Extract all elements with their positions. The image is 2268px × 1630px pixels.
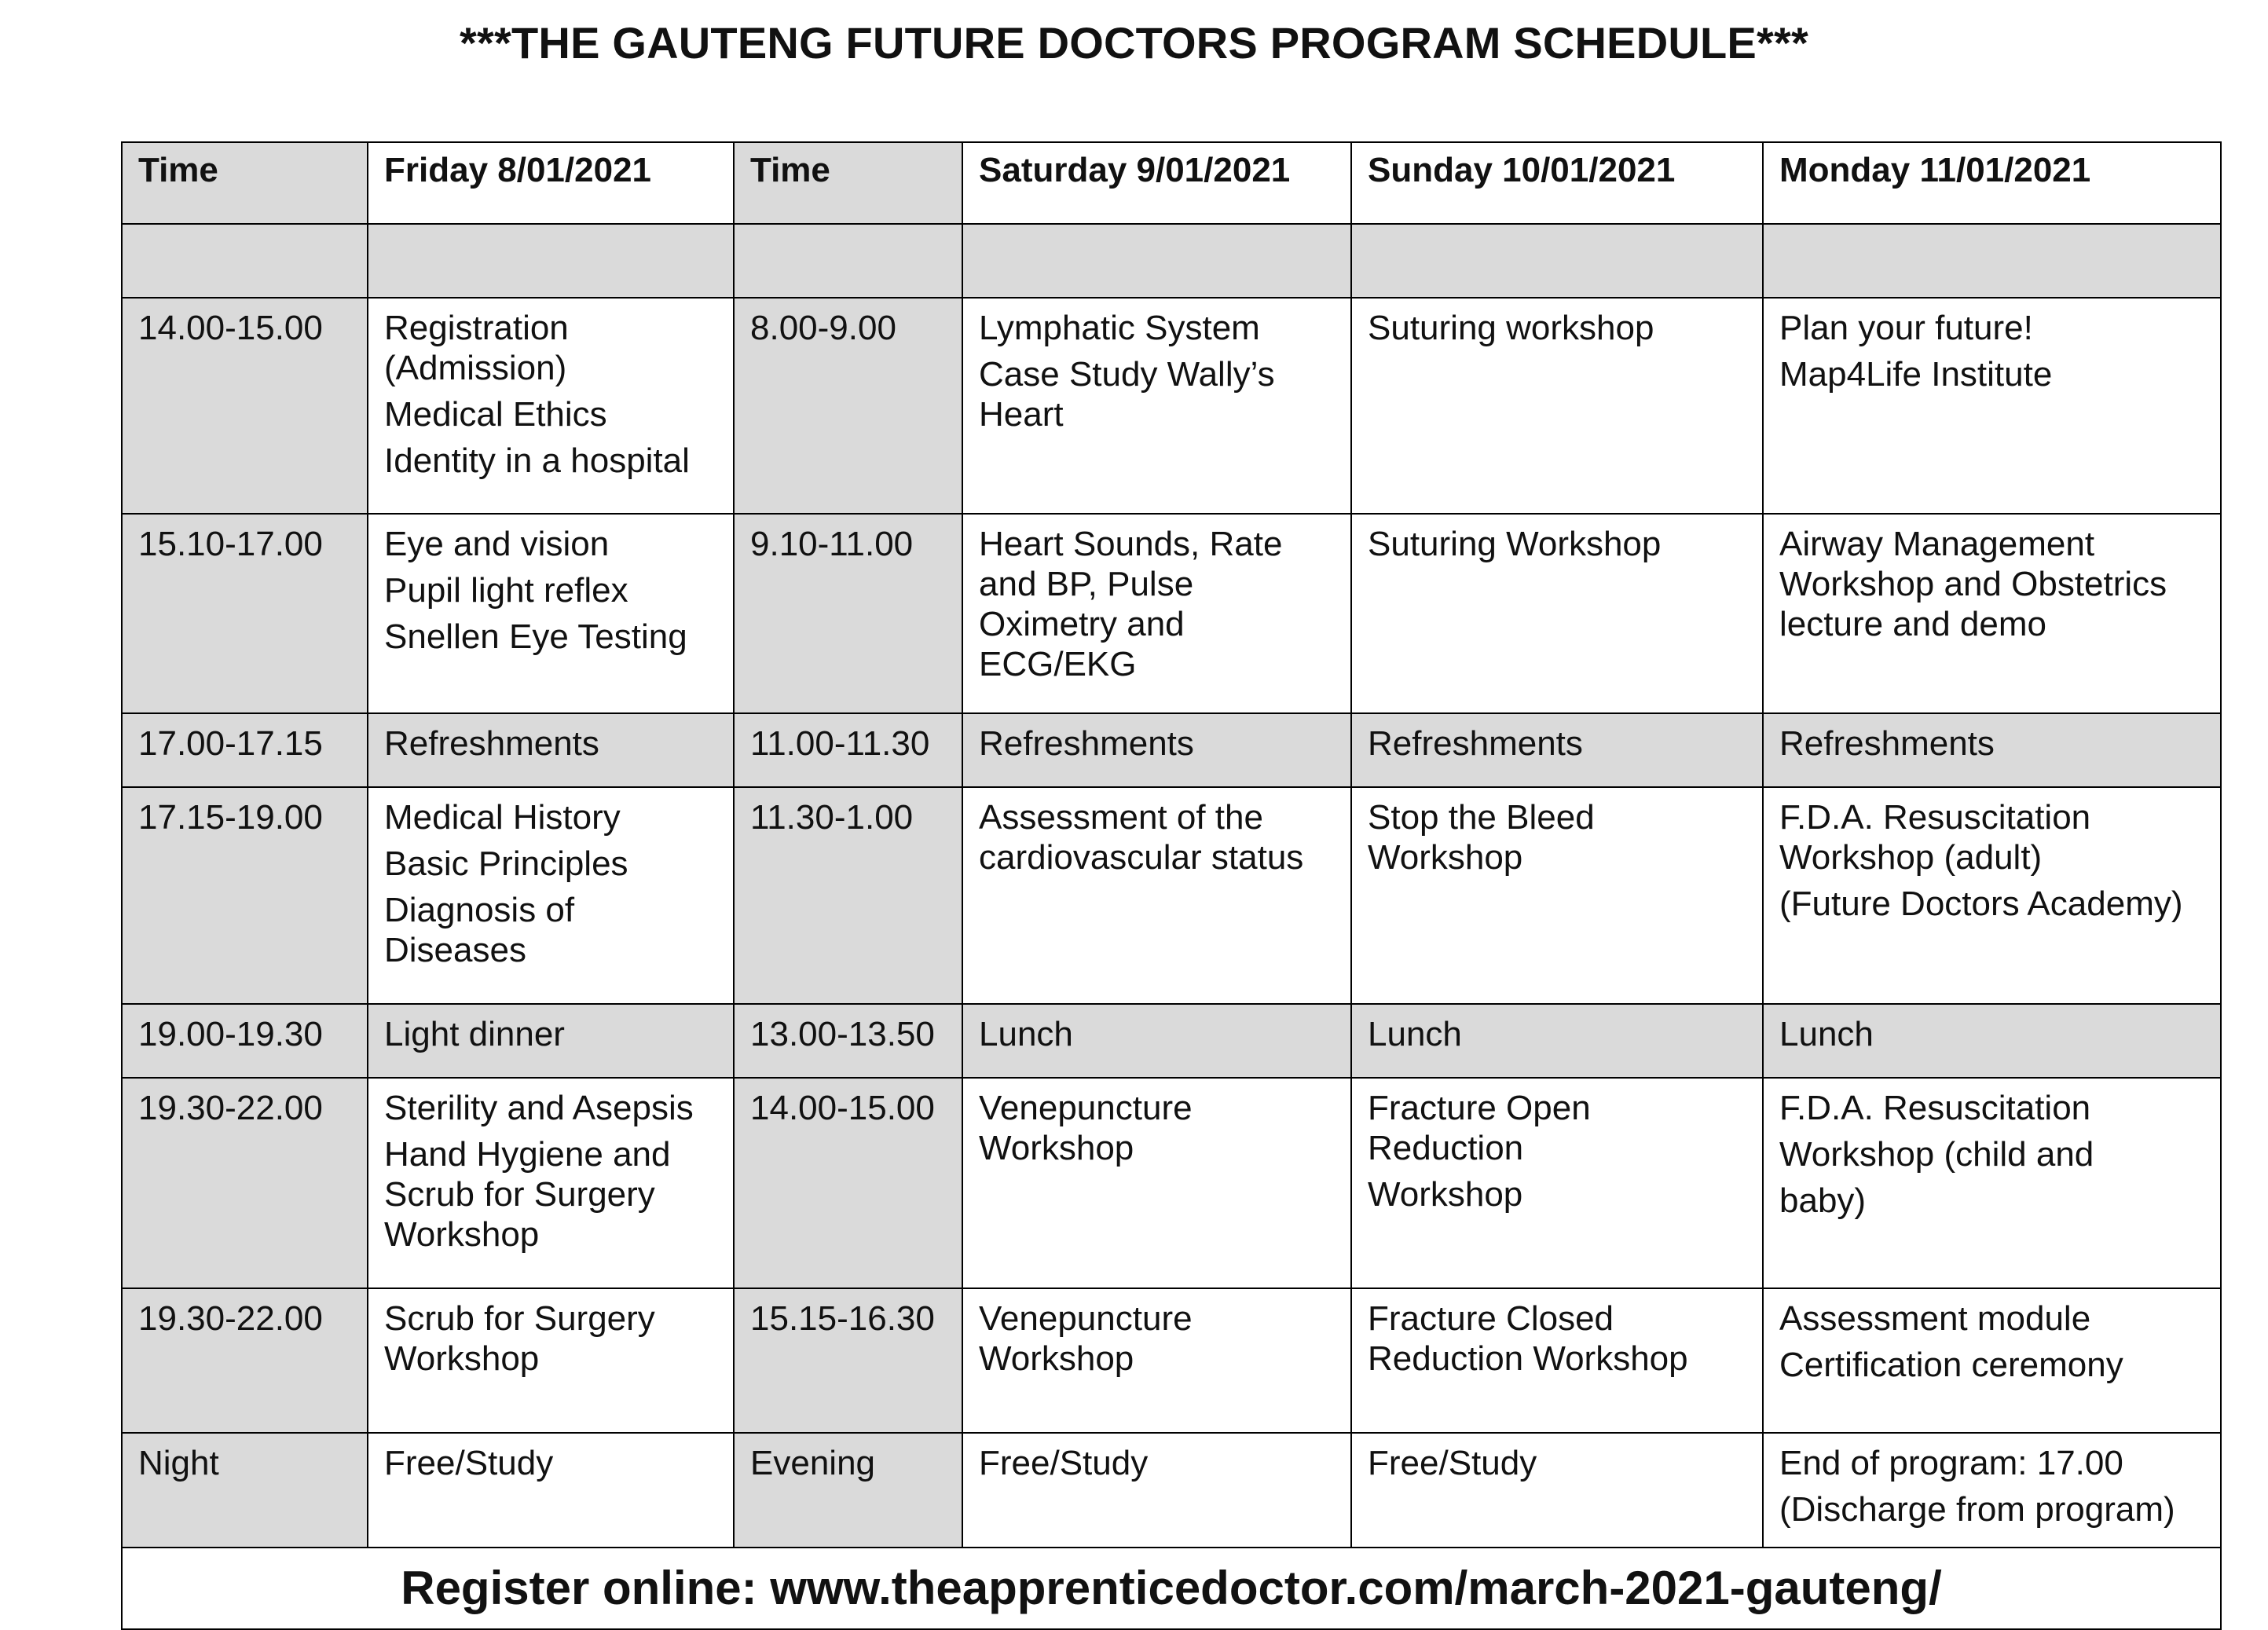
- header-row: [122, 142, 2221, 224]
- header-monday: Monday 11/01/2021: [1763, 142, 2221, 224]
- blank-cell: [1763, 224, 2221, 298]
- friday-cell: [368, 1288, 734, 1433]
- time-cell: 17.15-19.00: [122, 787, 368, 1004]
- sunday-cell: [1351, 787, 1763, 1004]
- table-row: [122, 1433, 2221, 1548]
- cell-text: Venepuncture Workshop: [979, 1299, 1193, 1379]
- cell-text: Hand Hygiene and Scrub for Surgery Workshop: [384, 1135, 671, 1255]
- page-title: ***THE GAUTENG FUTURE DOCTORS PROGRAM SCHEDULE***: [460, 18, 1808, 68]
- cell-text: Certification ceremony: [1779, 1346, 2123, 1385]
- cell-text: Eye and vision: [384, 525, 610, 563]
- cell-text: Lymphatic System: [979, 309, 1260, 347]
- cell-text: Lunch: [1368, 1015, 1462, 1053]
- cell-text: Diagnosis of Diseases: [384, 891, 575, 970]
- cell-text: Map4Life Institute: [1779, 355, 2053, 394]
- friday-cell: [368, 298, 734, 514]
- cell-text: Refreshments: [1368, 724, 1583, 763]
- cell-text: Airway Management Workshop and Obstetrics lecture and demo: [1779, 525, 2167, 644]
- blank-row: [122, 224, 2221, 298]
- monday-cell: [1763, 1433, 2221, 1548]
- cell-text: Suturing Workshop: [1368, 525, 1662, 563]
- cell-text: Medical Ethics: [384, 395, 607, 434]
- friday-cell: [368, 787, 734, 1004]
- friday-cell: [368, 1004, 734, 1078]
- cell-text: Snellen Eye Testing: [384, 617, 687, 657]
- time-cell: 17.00-17.15: [122, 713, 368, 787]
- monday-cell: [1763, 787, 2221, 1004]
- blank-cell: [368, 224, 734, 298]
- cell-text: Suturing workshop: [1368, 309, 1654, 347]
- table-row: [122, 1288, 2221, 1433]
- sunday-cell: [1351, 713, 1763, 787]
- time-cell: 11.00-11.30: [734, 713, 962, 787]
- monday-cell: [1763, 1078, 2221, 1288]
- saturday-cell: [962, 1433, 1351, 1548]
- header-friday: Friday 8/01/2021: [368, 142, 734, 224]
- cell-text: Pupil light reflex: [384, 571, 628, 610]
- monday-cell: [1763, 713, 2221, 787]
- cell-text: Assessment of the cardiovascular status: [979, 798, 1304, 877]
- time-cell: 11.30-1.00: [734, 787, 962, 1004]
- cell-text: Workshop (child and: [1779, 1135, 2094, 1174]
- time-cell: Night: [122, 1433, 368, 1548]
- time-cell: 14.00-15.00: [734, 1078, 962, 1288]
- cell-text: Free/Study: [1368, 1444, 1537, 1482]
- table-row: [122, 514, 2221, 713]
- time-cell: 13.00-13.50: [734, 1004, 962, 1078]
- friday-cell: [368, 514, 734, 713]
- blank-cell: [734, 224, 962, 298]
- cell-text: Plan your future!: [1779, 309, 2033, 347]
- blank-cell: [1351, 224, 1763, 298]
- table-row: [122, 1004, 2221, 1078]
- sunday-cell: [1351, 1078, 1763, 1288]
- cell-text: F.D.A. Resuscitation Workshop (adult): [1779, 798, 2091, 877]
- saturday-cell: [962, 1288, 1351, 1433]
- table-row: [122, 1078, 2221, 1288]
- cell-text: Medical History: [384, 798, 621, 837]
- blank-cell: [962, 224, 1351, 298]
- monday-cell: [1763, 298, 2221, 514]
- header-time-weekend: Time: [734, 142, 962, 224]
- cell-text: Refreshments: [979, 724, 1194, 763]
- cell-text: End of program: 17.00: [1779, 1444, 2123, 1482]
- saturday-cell: [962, 298, 1351, 514]
- time-cell: Evening: [734, 1433, 962, 1548]
- saturday-cell: [962, 514, 1351, 713]
- time-cell: 15.15-16.30: [734, 1288, 962, 1433]
- friday-cell: [368, 1433, 734, 1548]
- cell-text: Refreshments: [384, 724, 599, 763]
- header-sunday: Sunday 10/01/2021: [1351, 142, 1763, 224]
- schedule-table: [121, 141, 2222, 1630]
- time-cell: 14.00-15.00: [122, 298, 368, 514]
- sunday-cell: [1351, 1433, 1763, 1548]
- sunday-cell: [1351, 1004, 1763, 1078]
- sunday-cell: [1351, 298, 1763, 514]
- saturday-cell: [962, 787, 1351, 1004]
- time-cell: 19.30-22.00: [122, 1288, 368, 1433]
- monday-cell: [1763, 1004, 2221, 1078]
- cell-text: Free/Study: [979, 1444, 1149, 1482]
- register-online-text: Register online: www.theapprenticedoctor.com/march-2021-gauteng/: [122, 1548, 2221, 1629]
- time-cell: 19.00-19.30: [122, 1004, 368, 1078]
- table-row: [122, 713, 2221, 787]
- cell-text: (Discharge from program): [1779, 1490, 2175, 1529]
- cell-text: Case Study Wally’s Heart: [979, 355, 1275, 434]
- cell-text: (Future Doctors Academy): [1779, 885, 2183, 924]
- monday-cell: [1763, 1288, 2221, 1433]
- cell-text: Free/Study: [384, 1444, 554, 1482]
- saturday-cell: [962, 713, 1351, 787]
- cell-text: Refreshments: [1779, 724, 1995, 763]
- sunday-cell: [1351, 514, 1763, 713]
- blank-cell: [122, 224, 368, 298]
- table-row: [122, 787, 2221, 1004]
- cell-text: Registration (Admission): [384, 309, 569, 388]
- cell-text: Workshop: [1368, 1175, 1523, 1214]
- cell-text: Light dinner: [384, 1015, 565, 1053]
- cell-text: Assessment module: [1779, 1299, 2091, 1338]
- friday-cell: [368, 713, 734, 787]
- cell-text: Fracture Closed Reduction Workshop: [1368, 1299, 1688, 1379]
- cell-text: Heart Sounds, Rate and BP, Pulse Oximetry and ECG/EKG: [979, 525, 1283, 684]
- cell-text: Scrub for Surgery Workshop: [384, 1299, 655, 1379]
- cell-text: Basic Principles: [384, 844, 628, 884]
- saturday-cell: [962, 1004, 1351, 1078]
- cell-text: Fracture Open Reduction: [1368, 1089, 1591, 1168]
- time-cell: 8.00-9.00: [734, 298, 962, 514]
- time-cell: 19.30-22.00: [122, 1078, 368, 1288]
- saturday-cell: [962, 1078, 1351, 1288]
- cell-text: Stop the Bleed Workshop: [1368, 798, 1595, 877]
- time-cell: 15.10-17.00: [122, 514, 368, 713]
- header-saturday: Saturday 9/01/2021: [962, 142, 1351, 224]
- cell-text: baby): [1779, 1181, 1867, 1221]
- time-cell: 9.10-11.00: [734, 514, 962, 713]
- cell-text: Sterility and Asepsis: [384, 1089, 694, 1127]
- monday-cell: [1763, 514, 2221, 713]
- header-time-friday: Time: [122, 142, 368, 224]
- sunday-cell: [1351, 1288, 1763, 1433]
- schedule-body: [122, 298, 2221, 1548]
- friday-cell: [368, 1078, 734, 1288]
- cell-text: F.D.A. Resuscitation: [1779, 1089, 2091, 1127]
- cell-text: Lunch: [979, 1015, 1073, 1053]
- cell-text: Lunch: [1779, 1015, 1874, 1053]
- cell-text: Venepuncture Workshop: [979, 1089, 1193, 1168]
- cell-text: Identity in a hospital: [384, 441, 690, 481]
- table-row: [122, 298, 2221, 514]
- footer-row: [122, 1548, 2221, 1629]
